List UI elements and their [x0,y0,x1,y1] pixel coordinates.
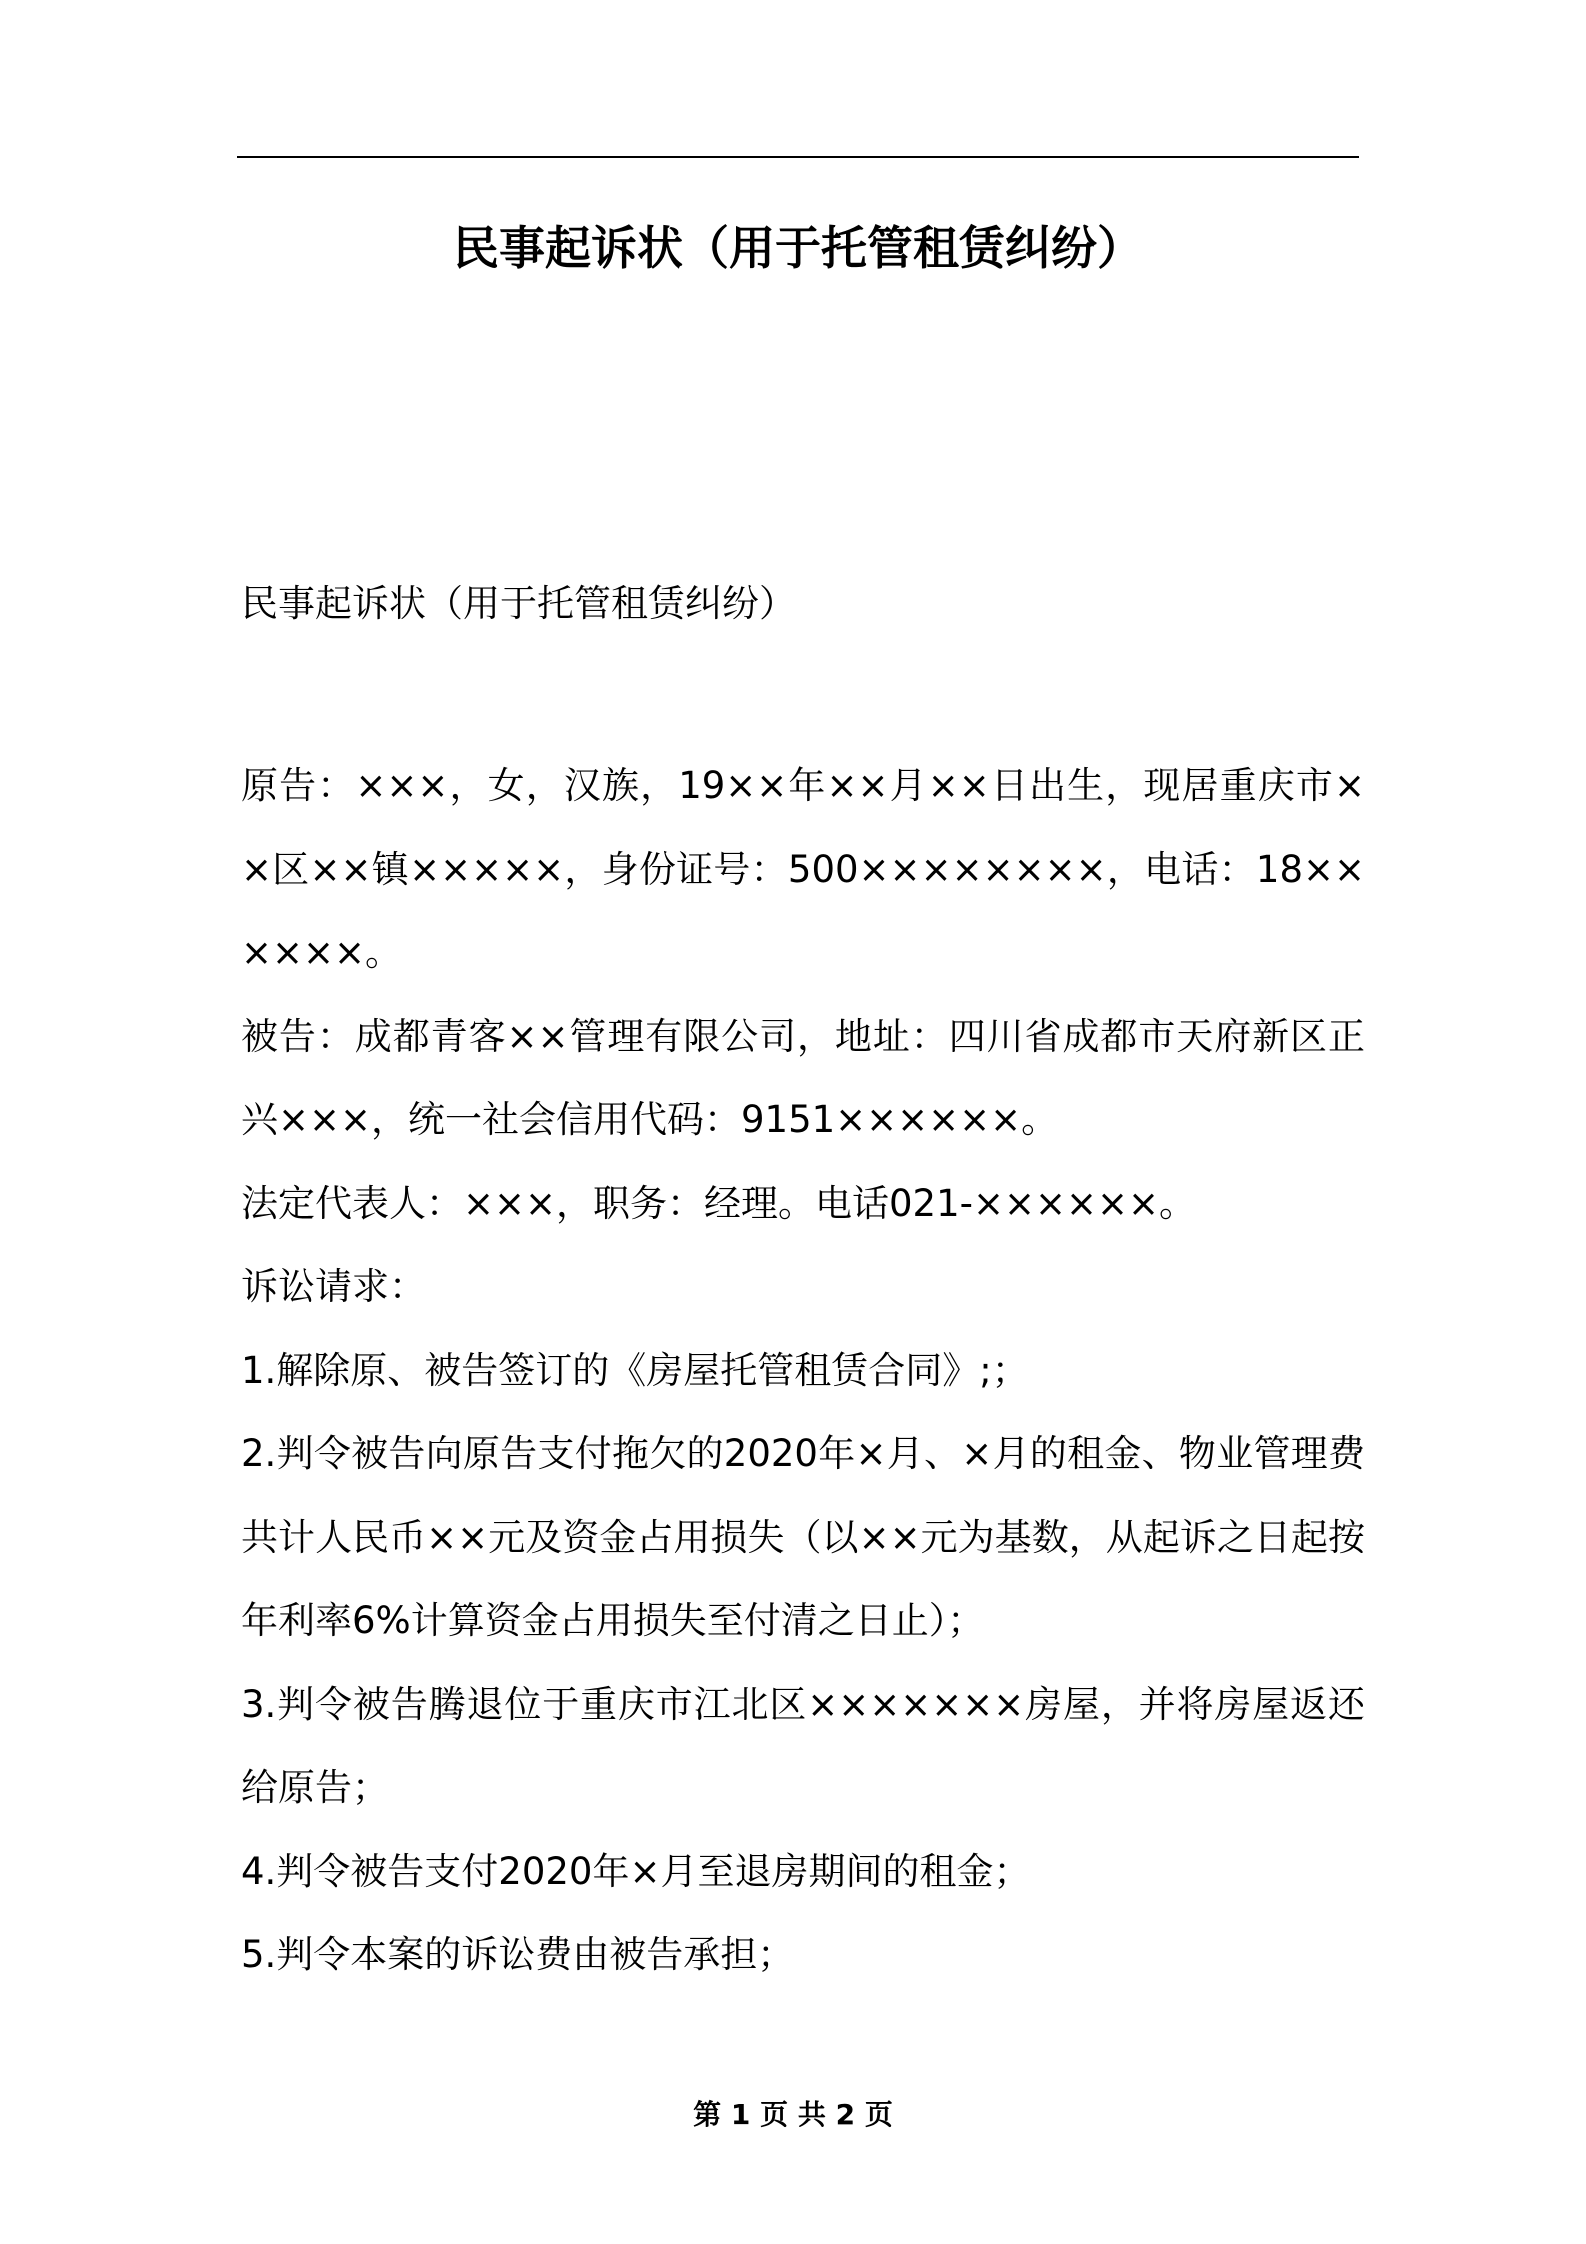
paragraph-defendant: 被告：成都青客××管理有限公司，地址：四川省成都市天府新区正兴×××，统一社会信用代码：9151××××××。 [241,1014,1365,1141]
page-number-footer: 第 1 页 共 2 页 [693,2098,893,2131]
paragraph-claim-3: 3.判令被告腾退位于重庆市江北区×××××××房屋，并将房屋返还给原告； [241,1682,1365,1809]
document-body [241,744,1365,1997]
paragraph-claim-1: 1.解除原、被告签订的《房屋托管租赁合同》;； [241,1348,1029,1392]
paragraph-legal-representative: 法定代表人：×××，职务：经理。电话021-××××××。 [241,1181,1196,1225]
paragraph-claim-4: 4.判令被告支付2020年×月至退房期间的租金； [241,1849,1031,1893]
header-rule [237,156,1359,158]
paragraph-plaintiff: 原告：×××，女，汉族，19××年××月××日出生，现居重庆市××区××镇×××××，身份证号：500××××××××，电话：18××××××。 [241,764,1365,974]
paragraph-claims-heading: 诉讼请求： [241,1265,426,1308]
paragraph-claim-5: 5.判令本案的诉讼费由被告承担； [241,1933,795,1976]
document-title: 民事起诉状（用于托管租赁纠纷） [453,221,1143,275]
paragraph-claim-2: 2.判令被告向原告支付拖欠的2020年×月、×月的租金、物业管理费共计人民币××元及资金占用损失（以××元为基数，从起诉之日起按年利率6%计算资金占用损失至付清之日止）； [241,1432,1365,1642]
document-subtitle: 民事起诉状（用于托管租赁纠纷） [241,582,796,625]
